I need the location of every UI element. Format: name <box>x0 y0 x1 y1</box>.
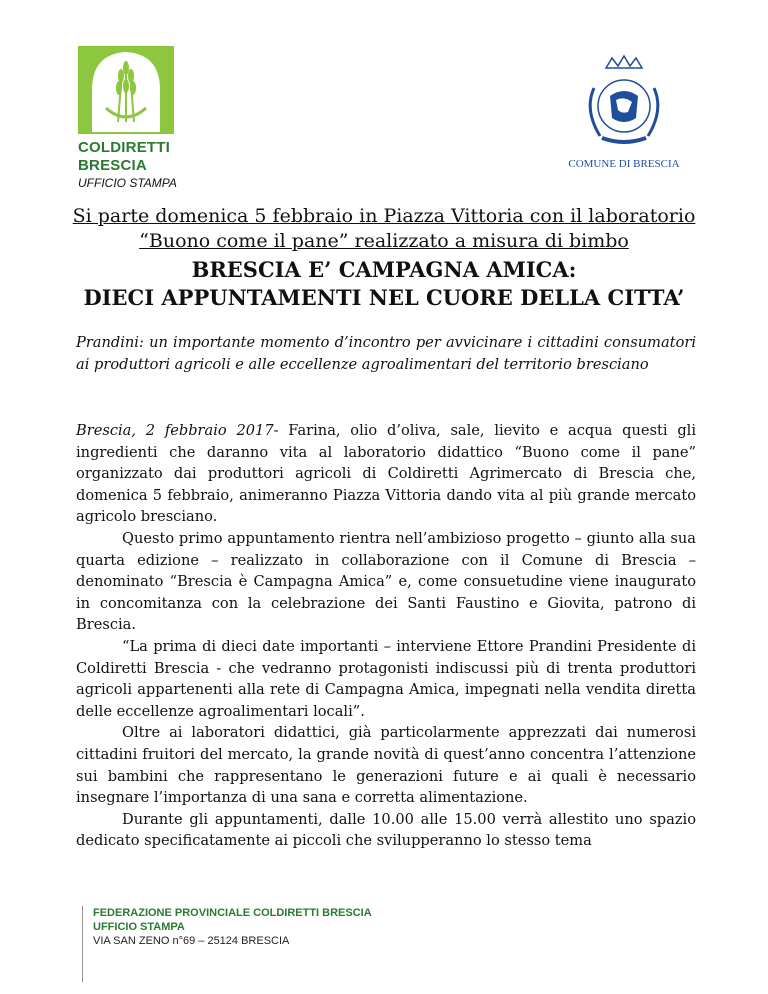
comune-logo <box>564 52 684 170</box>
dateline: Brescia, 2 febbraio 2017 <box>76 422 274 439</box>
footer-address: VIA SAN ZENO n°69 – 25124 BRESCIA <box>93 935 290 947</box>
paragraph-4: Oltre ai laboratori didattici, già particolarmente apprezzati dai numerosi cittadini fruitori del mercato, la grande novità di quest’anno concentra l’attenzione sui bambini che rappresentano le generazioni future e ai quali è necessario insegnare l’importanza di una sana e corretta alimentazione. <box>76 724 696 807</box>
headline-line2: DIECI APPUNTAMENTI NEL CUORE DELLA CITTA’ <box>83 285 685 310</box>
office-label: UFFICIO STAMPA <box>78 176 177 190</box>
paragraph-1 <box>76 420 696 528</box>
coldiretti-wheat-logo-icon <box>78 46 174 134</box>
subtitle-line2: “Buono come il pane” realizzato a misura di bimbo <box>139 230 629 252</box>
paragraph-5: Durante gli appuntamenti, dalle 10.00 alle 15.00 verrà allestito uno spazio dedicato specificatamente ai piccoli che svilupperanno lo stesso tema <box>76 810 696 850</box>
paragraph-2: Questo primo appuntamento rientra nell’ambizioso progetto – giunto alla sua quarta edizione – realizzato in collaborazione con il Comune di Brescia – denominato “Brescia è Campagna Amica” e, come consuetudine viene inaugurato in concomitanza con la celebrazione dei Santi Faustino e Giovita, patrono di Brescia. <box>76 529 696 634</box>
subtitle <box>60 204 708 254</box>
footer <box>82 906 372 982</box>
lead-paragraph: Prandini: un importante momento d’incontro per avvicinare i cittadini consumatori ai produttori agricoli e alle eccellenze agroalimentari del territorio bresciano <box>76 334 696 373</box>
headline-line1: BRESCIA E’ CAMPAGNA AMICA: <box>191 257 577 282</box>
headline <box>60 256 708 312</box>
footer-office: UFFICIO STAMPA <box>93 921 185 933</box>
article-body <box>76 420 696 852</box>
paragraph-3: “La prima di dieci date importanti – interviene Ettore Prandini Presidente di Coldiretti Brescia - che vedranno protagonisti indiscussi più di trenta produttori agricoli appartenenti alla rete di Campagna Amica, impegnati nella vendita diretta delle eccellenze agroalimentari locali”. <box>76 637 696 720</box>
subtitle-line1: Si parte domenica 5 febbraio in Piazza Vittoria con il laboratorio <box>72 205 696 227</box>
footer-federation: FEDERAZIONE PROVINCIALE COLDIRETTI BRESCIA <box>93 907 372 919</box>
coldiretti-brand-line2: BRESCIA <box>78 157 147 174</box>
coldiretti-brand-line1: COLDIRETTI <box>78 139 170 156</box>
comune-di-brescia-coat-of-arms-icon <box>576 52 672 152</box>
paragraph-1-text: - Farina, olio d’oliva, sale, lievito e acqua questi gli ingredienti che daranno vita al laboratorio didattico “Buono come il pane” organizzato dai produttori agricoli di Coldiretti Agrimercato di Brescia che, domenica 5 febbraio, animeranno Piazza Vittoria dando vita al più grande mercato agricolo bresciano. <box>76 422 696 526</box>
coldiretti-logo <box>78 46 198 190</box>
comune-name: COMUNE DI BRESCIA <box>568 158 680 170</box>
